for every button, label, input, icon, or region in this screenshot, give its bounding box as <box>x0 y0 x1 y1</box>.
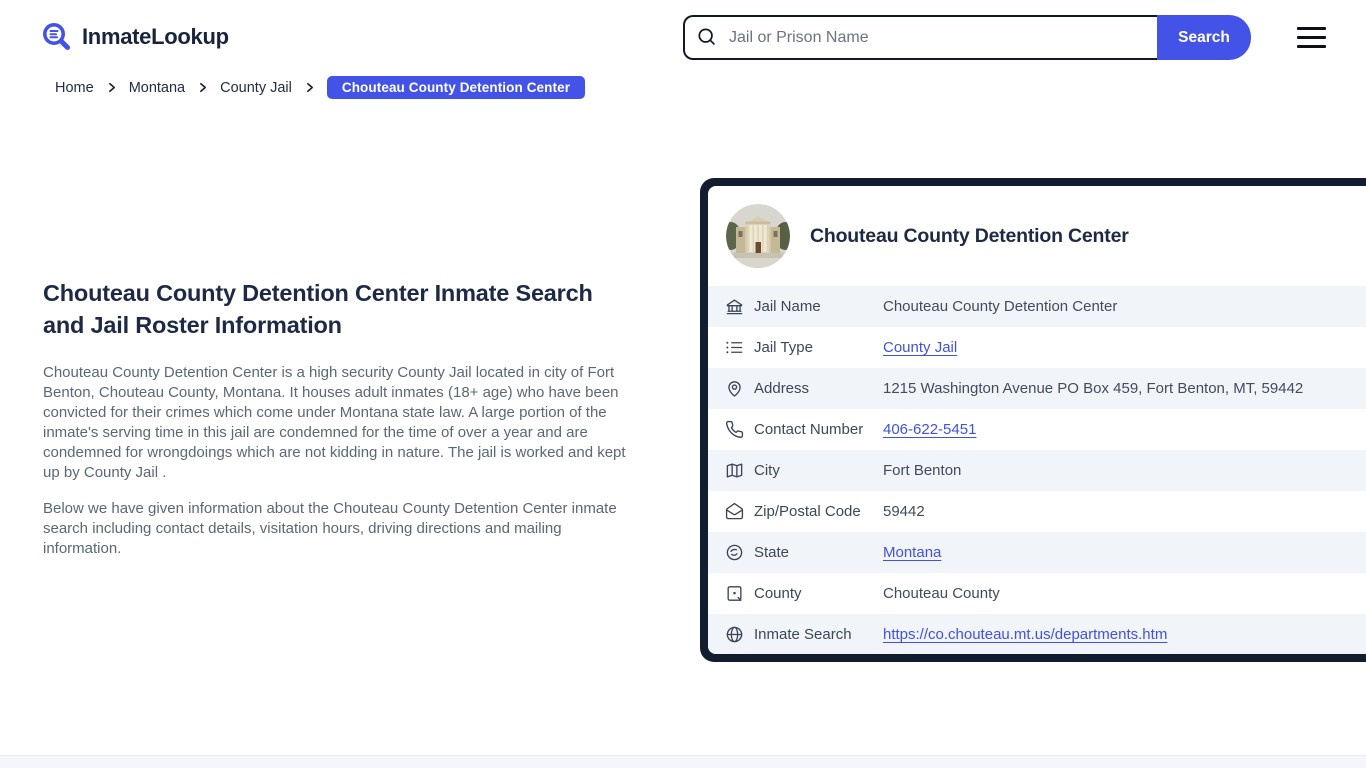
jail-info-table <box>708 286 1366 654</box>
row-label: County <box>754 585 802 602</box>
row-label: City <box>754 462 780 479</box>
info-paragraph: Below we have given information about the Chouteau County Detention Center inmate search including contact details, visitation hours, driving directions and mailing information. <box>43 500 617 557</box>
table-row-inmate-search <box>708 614 1366 654</box>
row-value: Chouteau County <box>883 585 1000 602</box>
breadcrumb-montana[interactable]: Montana <box>128 79 186 96</box>
row-label: Jail Type <box>754 339 813 356</box>
breadcrumb-home[interactable]: Home <box>55 79 94 96</box>
brand-logo[interactable] <box>40 20 229 54</box>
search-bar <box>683 15 1251 60</box>
inmate-search-link[interactable]: https://co.chouteau.mt.us/departments.htm <box>883 626 1168 643</box>
breadcrumb-county-jail[interactable]: County Jail <box>220 79 292 96</box>
jail-info-card <box>708 186 1366 654</box>
row-value: Fort Benton <box>883 462 962 479</box>
table-row-state <box>708 532 1366 573</box>
map-pin-icon <box>725 379 745 399</box>
table-row-city <box>708 450 1366 491</box>
jail-photo <box>726 204 790 268</box>
search-icon <box>696 26 717 47</box>
jail-info-card-frame <box>700 178 1366 662</box>
row-label: Address <box>754 380 810 397</box>
breadcrumb-current-badge: Chouteau County Detention Center <box>327 76 585 99</box>
row-value: Chouteau County Detention Center <box>883 298 1118 315</box>
breadcrumb <box>55 76 585 99</box>
table-row-address <box>708 368 1366 409</box>
table-row-county <box>708 573 1366 614</box>
brand-name: InmateLookup <box>82 24 229 49</box>
magnifier-list-icon <box>40 20 74 54</box>
row-value: 59442 <box>883 503 925 520</box>
table-row-jail-type <box>708 327 1366 368</box>
county-flag-icon <box>725 584 745 604</box>
map-icon <box>725 461 745 481</box>
row-value: 1215 Washington Avenue PO Box 459, Fort Benton, MT, 59442 <box>883 380 1304 397</box>
list-icon <box>725 338 745 358</box>
row-label: Jail Name <box>754 298 821 315</box>
chevron-right-icon <box>105 81 118 94</box>
table-row-jail-name <box>708 286 1366 327</box>
table-row-contact-number <box>708 409 1366 450</box>
row-label: State <box>754 544 790 561</box>
card-header <box>708 186 1366 286</box>
table-row-zip <box>708 491 1366 532</box>
page-title: Chouteau County Detention Center Inmate Search and Jail Roster Information <box>43 280 593 338</box>
article <box>43 277 637 559</box>
row-label: Contact Number <box>754 421 864 438</box>
footer-strip <box>0 755 1366 768</box>
row-label: Zip/Postal Code <box>754 503 861 520</box>
row-label: Inmate Search <box>754 626 852 643</box>
mail-icon <box>725 502 745 522</box>
globe-icon <box>725 625 745 645</box>
landmark-icon <box>725 297 745 317</box>
search-button[interactable]: Search <box>1157 15 1251 60</box>
menu-icon[interactable] <box>1297 27 1326 48</box>
phone-icon <box>725 420 745 440</box>
chevron-right-icon <box>303 81 316 94</box>
jail-type-link[interactable]: County Jail <box>883 339 958 356</box>
search-input[interactable] <box>683 15 1157 60</box>
contact-number-link[interactable]: 406-622-5451 <box>883 421 977 438</box>
jail-card-title: Chouteau County Detention Center <box>810 224 1129 247</box>
intro-paragraph: Chouteau County Detention Center is a high security County Jail located in city of Fort Benton, Chouteau County, Montana. It houses adult inmates (18+ age) who have been convicted for their crimes which come under Montana state law. A large portion of the inmate's serving time in this jail are condemned for the time of over a year and are condemned for wrongdoings which are not kidding in nature. The jail is worked and kept up by County Jail . <box>43 364 626 481</box>
globe-state-icon <box>725 543 745 563</box>
chevron-right-icon <box>196 81 209 94</box>
state-link[interactable]: Montana <box>883 544 942 561</box>
